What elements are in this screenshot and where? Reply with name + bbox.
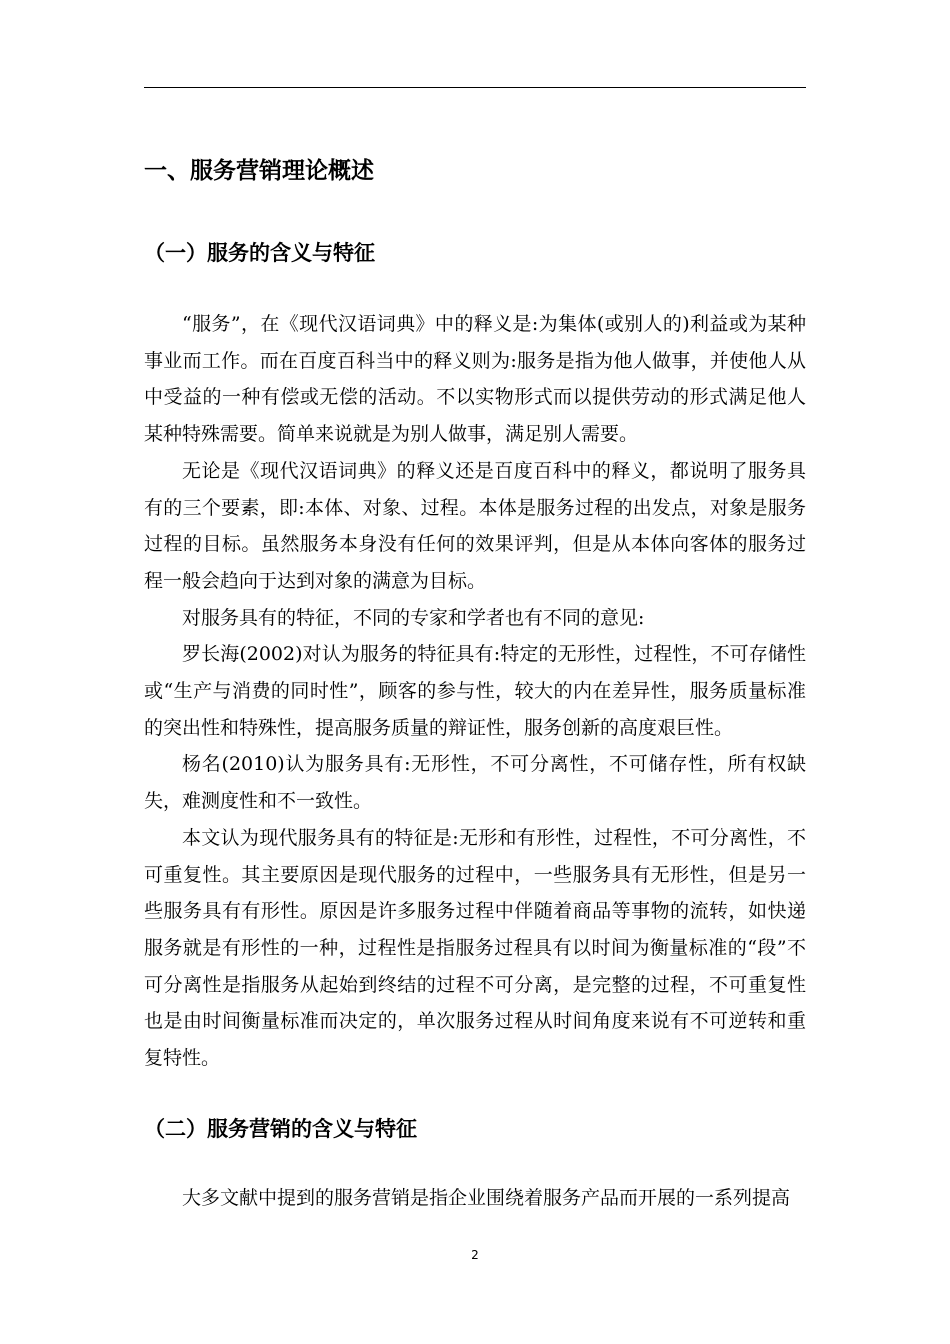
paragraph: “服务”，在《现代汉语词典》中的释义是:为集体(或别人的)利益或为某种事业而工作。而在百度百科当中的释义则为:服务是指为他人做事，并使他人从中受益的一种有偿或无偿的活动。不以实物形式而以提供劳动的形式满足他人某种特殊需要。简单来说就是为别人做事，满足别人需要。: [144, 313, 806, 446]
paragraph: 本文认为现代服务具有的特征是:无形和有形性，过程性，不可分离性，不可重复性。其主要原因是现代服务的过程中，一些服务具有无形性，但是另一些服务具有有形性。原因是许多服务过程中伴随着商品等事物的流转，如快递服务就是有形性的一种，过程性是指服务过程具有以时间为衡量标准的“段”不可分离性是指服务从起始到终结的过程不可分离，是完整的过程，不可重复性也是由时间衡量标准而决定的，单次服务过程从时间角度来说有不可逆转和重复特性。: [144, 826, 806, 1070]
section-heading-1: （一）服务的含义与特征: [144, 241, 375, 265]
section-1-body: [144, 306, 806, 1077]
chapter-heading: 一、服务营销理论概述: [144, 158, 374, 184]
paragraph: 罗长海(2002)对认为服务的特征具有:特定的无形性，过程性，不可存储性或“生产与消费的同时性”，顾客的参与性，较大的内在差异性，服务质量标准的突出性和特殊性，提高服务质量的辩证性，服务创新的高度艰巨性。: [144, 643, 806, 739]
section-heading-2: （二）服务营销的含义与特征: [144, 1117, 417, 1141]
paragraph: 无论是《现代汉语词典》的释义还是百度百科中的释义，都说明了服务具有的三个要素，即:本体、对象、过程。本体是服务过程的出发点，对象是服务过程的目标。虽然服务本身没有任何的效果评判，但是从本体向客体的服务过程一般会趋向于达到对象的满意为目标。: [144, 459, 806, 592]
page-number: 2: [471, 1248, 479, 1262]
header-rule: [144, 87, 806, 88]
paragraph: 杨名(2010)认为服务具有:无形性，不可分离性，不可储存性，所有权缺失，难测度性和不一致性。: [144, 753, 806, 813]
section-2-body: [144, 1180, 806, 1217]
paragraph: 对服务具有的特征，不同的专家和学者也有不同的意见:: [182, 606, 645, 629]
paragraph: 大多文献中提到的服务营销是指企业围绕着服务产品而开展的一系列提高: [182, 1187, 791, 1209]
